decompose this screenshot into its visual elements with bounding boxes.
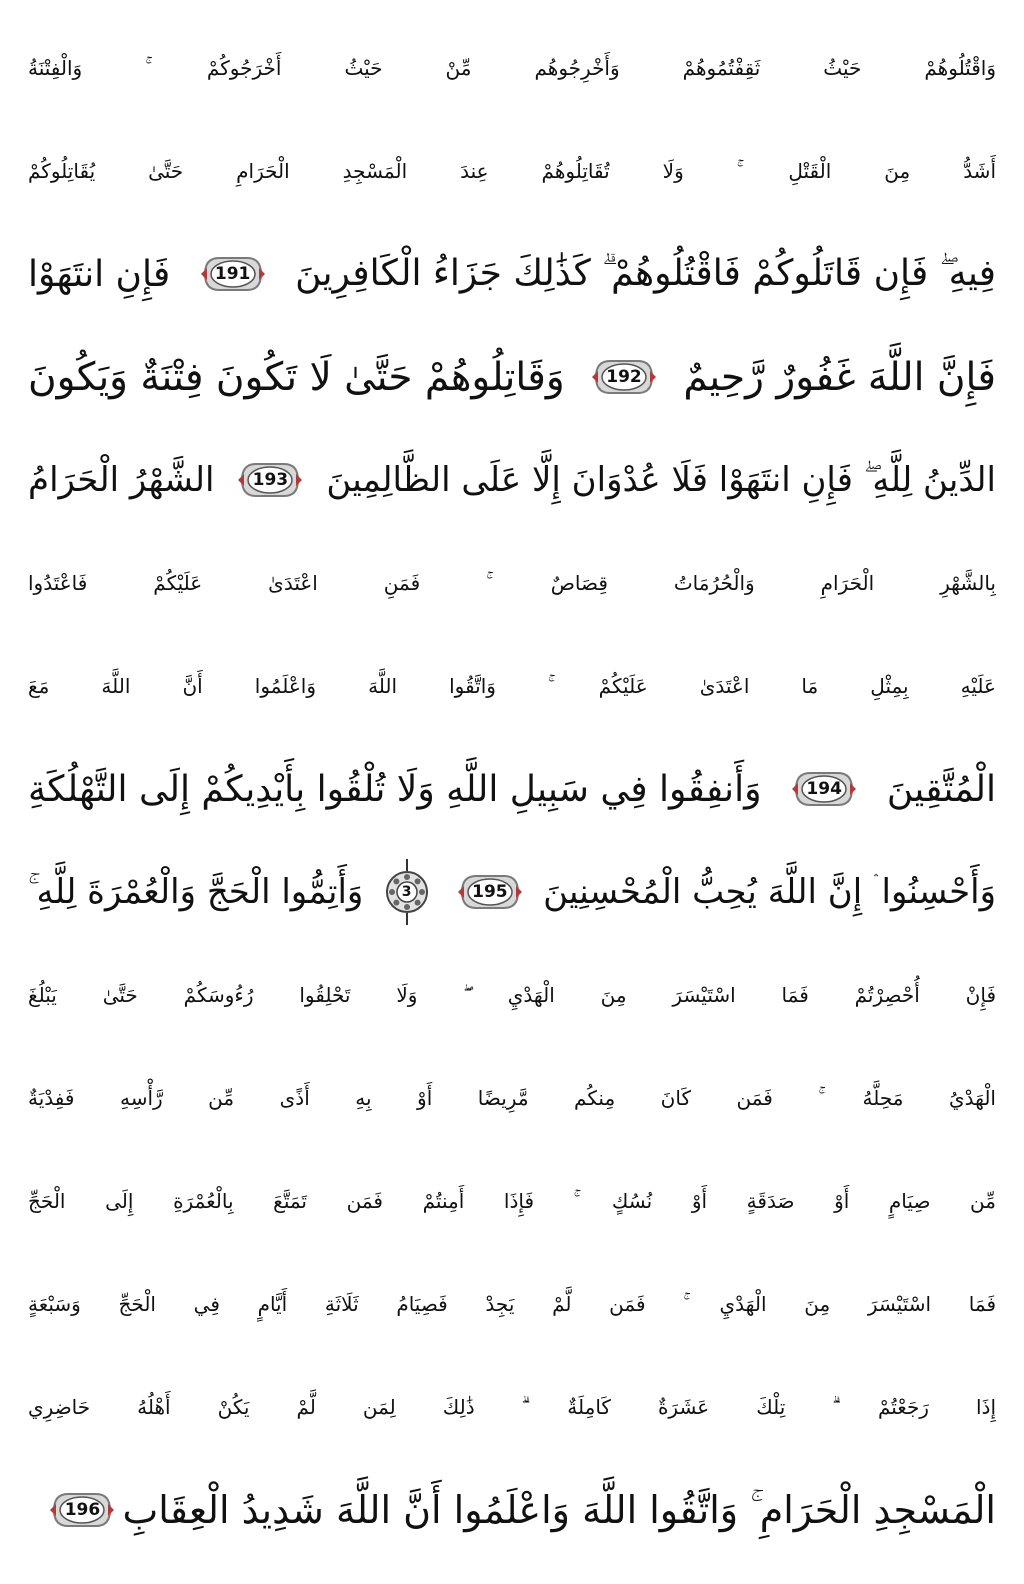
verse-number-marker <box>236 460 304 500</box>
text-line <box>28 1460 996 1560</box>
verse-text: عَلَيْهِ بِمِثْلِ مَا اعْتَدَىٰ عَلَيْكُمْ ۚ وَاتَّقُوا اللَّهَ وَاعْلَمُوا أَنَّ اللَّهَ مَعَ <box>28 674 996 698</box>
verse-number: 193 <box>252 470 289 490</box>
verse-text: وَأَتِمُّوا الْحَجَّ وَالْعُمْرَةَ لِلَّهِ ۚ <box>28 872 364 912</box>
text-line <box>28 636 996 736</box>
verse-number-marker <box>790 769 858 809</box>
line-segments <box>28 460 996 500</box>
text-line <box>28 1254 996 1354</box>
text-line <box>28 121 996 221</box>
text-line <box>28 430 996 530</box>
text-line <box>28 739 996 839</box>
line-segments <box>28 769 996 810</box>
text-line <box>28 1048 996 1148</box>
verse-text: الدِّينُ لِلَّهِ ۖ فَإِنِ انتَهَوْا فَلَا عُدْوَانَ إِلَّا عَلَى الظَّالِمِينَ <box>326 460 996 500</box>
verse-number-marker <box>456 872 524 912</box>
verse-number-marker <box>48 1490 116 1530</box>
verse-text: فَإِنِ انتَهَوْا <box>28 253 171 295</box>
text-line <box>28 327 996 427</box>
verse-text: فَإِنْ أُحْصِرْتُمْ فَمَا اسْتَيْسَرَ مِنَ الْهَدْيِ ۖ وَلَا تَحْلِقُوا رُءُوسَكُمْ حَتَّىٰ يَبْلُغَ <box>28 983 996 1007</box>
verse-number: 194 <box>806 779 842 799</box>
text-line <box>28 224 996 324</box>
mushaf-page <box>28 18 996 1568</box>
text-line <box>28 533 996 633</box>
verse-text: الشَّهْرُ الْحَرَامُ <box>28 460 215 500</box>
verse-number: 191 <box>214 264 251 284</box>
text-line <box>28 945 996 1045</box>
verse-number: 195 <box>472 882 508 902</box>
verse-text: فَإِنَّ اللَّهَ غَفُورٌ رَّحِيمٌ <box>683 354 996 400</box>
line-segments <box>28 1488 996 1533</box>
hizb-marker <box>383 857 431 927</box>
verse-text: الْهَدْيُ مَحِلَّهُ ۚ فَمَن كَانَ مِنكُم مَّرِيضًا أَوْ بِهِ أَذًى مِّن رَّأْسِهِ فَفِدْيَةٌ <box>28 1086 996 1110</box>
verse-text: أَشَدُّ مِنَ الْقَتْلِ ۚ وَلَا تُقَاتِلُوهُمْ عِندَ الْمَسْجِدِ الْحَرَامِ حَتَّىٰ يُقَاتِلُوكُمْ <box>28 159 996 183</box>
verse-number-marker <box>199 254 267 294</box>
verse-text: وَأَنفِقُوا فِي سَبِيلِ اللَّهِ وَلَا تُلْقُوا بِأَيْدِيكُمْ إِلَى التَّهْلُكَةِ <box>28 768 762 810</box>
verse-text: الْمُتَّقِينَ <box>886 768 996 810</box>
text-line <box>28 1151 996 1251</box>
verse-text: فَمَا اسْتَيْسَرَ مِنَ الْهَدْيِ ۚ فَمَن لَّمْ يَجِدْ فَصِيَامُ ثَلَاثَةِ أَيَّامٍ فِي الْحَجِّ وَسَبْعَةٍ <box>28 1292 996 1316</box>
verse-text: إِذَا رَجَعْتُمْ ۗ تِلْكَ عَشَرَةٌ كَامِلَةٌ ۗ ذَٰلِكَ لِمَن لَّمْ يَكُنْ أَهْلُهُ حَاضِرِي <box>28 1395 996 1419</box>
verse-text: وَأَحْسِنُوا ۛ إِنَّ اللَّهَ يُحِبُّ الْمُحْسِنِينَ <box>543 872 996 912</box>
verse-text: وَاقْتُلُوهُمْ حَيْثُ ثَقِفْتُمُوهُمْ وَأَخْرِجُوهُم مِّنْ حَيْثُ أَخْرَجُوكُمْ ۚ وَالْفِتْنَةُ <box>28 56 996 80</box>
verse-text: فِيهِ ۖ فَإِن قَاتَلُوكُمْ فَاقْتُلُوهُمْ ۗ كَذَٰلِكَ جَزَاءُ الْكَافِرِينَ <box>295 253 996 294</box>
text-line <box>28 18 996 118</box>
verse-text: مِّن صِيَامٍ أَوْ صَدَقَةٍ أَوْ نُسُكٍ ۚ فَإِذَا أَمِنتُمْ فَمَن تَمَتَّعَ بِالْعُمْرَةِ إِلَى الْحَجِّ <box>28 1189 996 1213</box>
text-line <box>28 842 996 942</box>
verse-text: وَقَاتِلُوهُمْ حَتَّىٰ لَا تَكُونَ فِتْنَةٌ وَيَكُونَ <box>28 354 565 400</box>
verse-number: 192 <box>606 367 642 387</box>
line-segments <box>28 355 996 400</box>
verse-number: 196 <box>64 1500 101 1520</box>
text-line <box>28 1357 996 1457</box>
verse-text: الْمَسْجِدِ الْحَرَامِ ۚ وَاتَّقُوا اللَّهَ وَاعْلَمُوا أَنَّ اللَّهَ شَدِيدُ الْعِقَابِ <box>122 1487 996 1532</box>
verse-number-marker <box>590 357 658 397</box>
line-segments <box>28 857 996 927</box>
verse-text: بِالشَّهْرِ الْحَرَامِ وَالْحُرُمَاتُ قِصَاصٌ ۚ فَمَنِ اعْتَدَىٰ عَلَيْكُمْ فَاعْتَدُوا <box>28 571 996 595</box>
line-segments <box>28 253 996 295</box>
hizb-number: 3 <box>401 884 412 900</box>
